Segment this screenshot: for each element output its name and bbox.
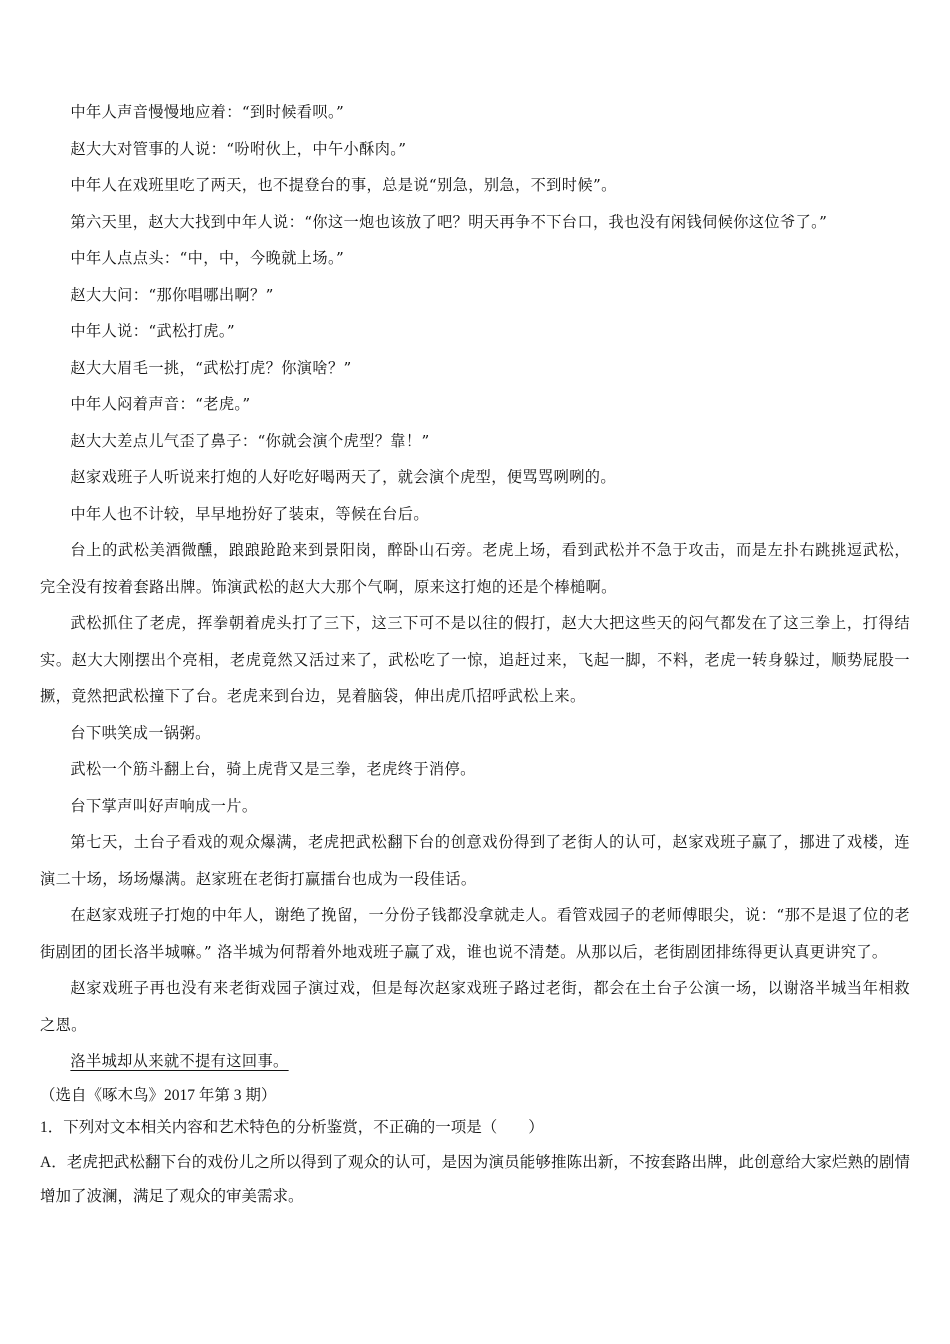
paragraph: 在赵家戏班子打炮的中年人，谢绝了挽留，一分份子钱都没拿就走人。看管戏园子的老师傅眼尖，说：“那不是退了位的老街剧团的团长洛半城嘛。” 洛半城为何帮着外地戏班子赢了戏，谁也说不清楚。从那以后，老街剧团排练得更认真更讲究了。	[40, 906, 910, 961]
paragraph: 武松抓住了老虎，挥拳朝着虎头打了三下，这三下可不是以往的假打，赵大大把这些天的闷气都发在了这三拳上，打得结实。赵大大刚摆出个亮相，老虎竟然又活过来了，武松吃了一惊，追赶过来，飞起一脚，不料，老虎一转身躲过，顺势屁股一撅，竟然把武松撞下了台。老虎来到台边，晃着脑袋，伸出虎爪招呼武松上来。	[40, 614, 910, 705]
paragraph: 赵家戏班子人听说来打炮的人好吃好喝两天了，就会演个虎型，便骂骂咧咧的。	[70, 468, 616, 486]
paragraph: 台上的武松美酒微醺，踉踉跄跄来到景阳岗，醉卧山石旁。老虎上场，看到武松并不急于攻击，而是左扑右跳挑逗武松，完全没有按着套路出牌。饰演武松的赵大大那个气啊，原来这打炮的还是个棒槌啊。	[40, 541, 910, 596]
option-a: A．老虎把武松翻下台的戏份儿之所以得到了观众的认可，是因为演员能够推陈出新，不按套路出牌，此创意给大家烂熟的剧情增加了波澜，满足了观众的审美需求。	[40, 1153, 910, 1205]
paragraph: 中年人说：“武松打虎。”	[70, 322, 235, 340]
paragraph: 中年人点点头：“中，中，今晚就上场。”	[70, 249, 345, 267]
paragraph: 赵家戏班子再也没有来老街戏园子演过戏，但是每次赵家戏班子路过老街，都会在土台子公演一场，以谢洛半城当年相救之恩。	[40, 979, 910, 1034]
paragraph: 赵大大差点儿气歪了鼻子：“你就会演个虎型？靠！”	[70, 431, 430, 450]
paragraph: 台下哄笑成一锅粥。	[70, 723, 211, 742]
paragraph: 第六天里，赵大大找到中年人说：“你这一炮也该放了吧？明天再争不下台口，我也没有闲钱伺候你这位爷了。”	[70, 212, 828, 231]
underlined-sentence: 洛半城却从来就不提有这回事。	[70, 1052, 289, 1070]
question-stem: 1．下列对文本相关内容和艺术特色的分析鉴赏，不正确的一项是（ ）	[40, 1118, 544, 1136]
underlined-paragraph	[40, 1043, 910, 1080]
paragraph: 中年人闷着声音：“老虎。”	[70, 395, 251, 413]
paragraph: 武松一个筋斗翻上台，骑上虎背又是三拳，老虎终于消停。	[70, 760, 476, 778]
paragraph: 中年人在戏班里吃了两天，也不提登台的事，总是说“别急，别急，不到时候”。	[70, 176, 617, 194]
paragraph: 中年人也不计较，早早地扮好了装束，等候在台后。	[70, 504, 429, 523]
paragraph: 中年人声音慢慢地应着：“到时候看呗。”	[70, 103, 345, 121]
story-body	[40, 94, 910, 1080]
paragraph: 赵大大问：“那你唱哪出啊？”	[70, 285, 274, 304]
paragraph: 台下掌声叫好声响成一片。	[70, 796, 258, 815]
paragraph: 赵大大对管事的人说：“吩咐伙上，中午小酥肉。”	[70, 139, 407, 158]
source-citation: （选自《啄木鸟》2017 年第 3 期）	[40, 1086, 277, 1104]
paragraph: 第七天，土台子看戏的观众爆满，老虎把武松翻下台的创意戏份得到了老街人的认可，赵家戏班子赢了，挪进了戏楼，连演二十场，场场爆满。赵家班在老街打赢擂台也成为一段佳话。	[40, 833, 910, 888]
paragraph: 赵大大眉毛一挑，“武松打虎？你演啥？”	[70, 358, 352, 377]
question-block	[40, 1112, 910, 1214]
